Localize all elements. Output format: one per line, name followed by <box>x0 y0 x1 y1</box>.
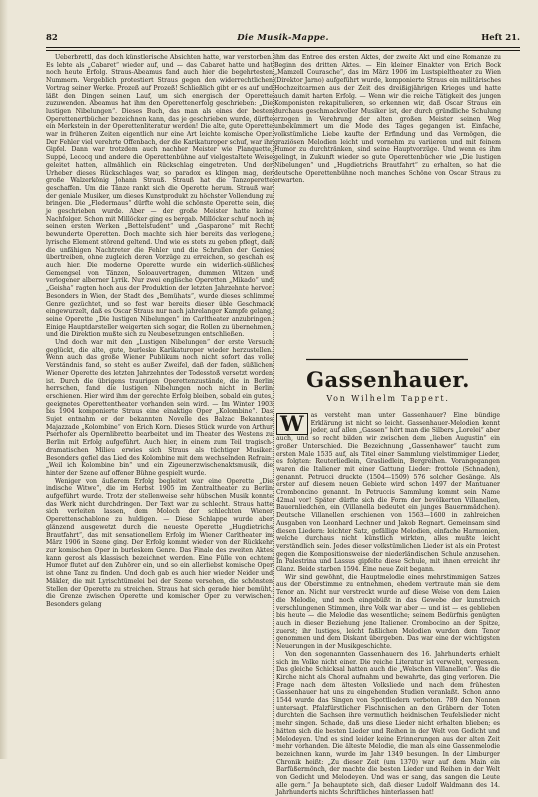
left-paragraph: Weniger von äußerem Erfolg begleitet war eine Operette „Die indische Witwe“, die im Herbst 1905 im Zentraltheater zu Berlin aufgeführt wurde. Trotz der stellenweise sehr hübschen Musik konnte das Werk nicht durchdringen. Der Text war zu schlecht. Straus hatte sich verleiten lassen, dem Moloch der schlechten Wiener Operettenschablone zu huldigen. — Diese Schlappe wurde aber glänzend ausgewetzt durch die neueste Operette „Hugdietrichs Brautfahrt“, das mit sensationellem Erfolg im Wiener Carltheater im März 1906 in Szene ging. Der Erfolg kommt wieder von der Rückkehr zur komischen Oper in burleskem Genre. Das Finale des zweiten Aktes kann gerost als klassisch bezeichnet werden. Eine Fülle von echtem Humor flutet auf den Zuhörer ein, und so ein allerliebst komische Oper ist ohne Tanz zu finden. Und doch gab es auch hier wieder Neider und Mäkler, die mit Lyrischtümelei bei der Szene versehen, die schönsten Stellen der Operette zu streichen. Straus hat sich gerade hier bemüht, die Grenze zwischen Operette und komischer Oper zu verwischen. Besonders gelang <box>46 477 273 608</box>
left-paragraph: Ueberbrettl, das doch künstlerische Absichten hatte, war verstorben. Es lebte als „Cabaret“ wieder auf, und — das Cabaret hatte und hat noch heute Erfolg. Straus-Abeamus fand auch hier die begehrtesten Nummern. Vergeblich protestiert Straus gegen den widerrechtlichen Vortrag seiner Werke. Prozeß auf Prozeß! Schließlich gibt er es auf und läßt den Dingen seinen Lauf, um sich energisch der Operette zuzuwenden. Abeamus hat ihm den Operettenerfolg geschrieben: „Die lustigen Nibelungen“. Dieses Buch, das man als eines der besten Operettenertbücher bezeichnen kann, das je geschrieben wurde, dürfte ein Merkstein in der Operettenliteratur werden! Die alte, gute Operette war in früheren Zeiten eigentlich nur eine Art leichte komische Oper. Der Fehler viel verehrte Offenbach, der die Karikaturoper schuf, war ihr Gipfel. Dann war trotzdem auch nachher Meister wie Planquette, Suppé, Lecocq und andere die Operettenbühne auf vielgestaltete Weise geleitet hatten, allmählich ein Rückschlag eingetreten. Und der Urheber dieses Rückschlages war, so paradox es klingen mag, der große Walzerkönig Johann Strauß. Strauß hat die Tanzoperette geschaffen. Um die Tänze rankt sich die Operette herum. Strauß war der geniale Musiker, um dieses Kunstprodukt zu höchster Vollendung zu bringen. Die „Fledermaus“ dürfte wohl die schönste Operette sein, die je geschrieben wurde. Aber — der große Meister hatte keine Nachfolger. Schon mit Millöcker ging es bergab. Millöcker schuf noch in seinen ersten Werken „Bettelstudent“ und „Gasparone“ mit Recht bewunderte Operetten. Doch machte sich hier bereits das verlogene, lyrische Element störend geltend. Und wie es stets zu geben pflegt, daß die unfähigen Nachtreter die Fehler und die Schrullen der Genies übertreiben, ohne zugleich deren Vorzüge zu erreichen, so geschah es auch hier. Die moderne Operette wurde ein widerlich-süßliches Gemengsel von Tänzen, Soloauvertragen, dummen Witzen und verlogener alberner Lyrik. Nur zwei englische Operetten „Mikado“ und „Geisha“ ragten hoch aus der Produktion der letzten Jahrzehnte hervor. Besonders in Wien, der Stadt des „Bemühats“, wurde dieses schlimme Genre gezüchtet, und so fest war bereits dieser üble Geschmack eingewurzelt, daß es Oscar Straus nur nach jahrelanger Kampfe gelang, seine Operette „Die lustigen Nibelungen“ im Carltheater anzubringen. Einige Hauptdarsteller weigerten sich sogar, die Rollen zu übernehmen, und die Direktion mußte sich zu Neubesetzungen entschließen. <box>46 54 273 339</box>
right-column-top <box>274 54 501 354</box>
left-column <box>46 54 273 744</box>
article-paragraph <box>276 412 500 574</box>
article-title: Gassenhauer. <box>306 367 470 392</box>
article-paragraph: Von den sogenannten Gassenhauern des 16. Jahrhunderts erhielt sich im Volke nicht einer. Die reiche Literatur ist verweht, vergessen. Das gleiche Schicksal hatten auch die „Welschen Villanellen“. Was die Kirche nicht als Choral aufnahm und bewahrte, das ging verloren. Die Frage nach dem ältesten Volksliede und nach dem frühesten Gassenhauer hat uns zu eingehenden Studien veranlaßt. Schon anno 1544 wurde das Singen von Spottliedern verboten. 789 den Nonnen untersagt. Pfalzfürstlicher Fischnischen an den Gräbern der Toten durchten die Sachsen ihre vermutlich heidnischen Teufelslieder nicht mehr singen. Schade, daß uns diese Lieder nicht erhalten blieben; es hätten sich die besten Lieder und Reihen in der Welt von Gedicht und Melodeyen. Und es sind leider keine Erinnerungen aus der alten Zeit mehr vorhanden. Die älteste Melodie, die man als eine Gassenmelodie bezeichnen kann, wurde im Jahr 1349 besungen. In der Limburger Chronik heißt: „Zu dieser Zeit (um 1370) war auf dem Main ein Barfüßermönch, der machte die besten Lieder und Reihen in der Welt von Gedicht und Melodeyen. Und was er sang, das sangen die Leute alle gern.“ Ja behauptete sich, daß dieser Ludolf Waldmann des 14. Jahrhunderts nichts Schriftliches hinterlassen hat! <box>276 650 500 797</box>
article-heading <box>276 368 500 403</box>
ornamental-divider <box>306 358 468 361</box>
page-binding-shadow <box>0 0 8 759</box>
magazine-title: Die Musik-Mappe. <box>237 33 329 43</box>
left-paragraph: Und doch war mit den „Lustigen Nibelungen“ der erste Versuch geglückt, die alte, gute, burleske Karikaturoper wieder herzustellen. Wenn auch das große Wiener Publikum noch nicht sofort das volle Verständnis fand, so steht es außer Zweifel, daß der faden, süßlichen Wiener Operette des letzten Jahrzehntes der Todesstoß versetzt worden ist. Durch die übrigens traurigen Operettenzustände, die in Berlin herrschen, fand die lustigen Nibelungen noch nicht in Berlin erschienen. Hier wird ihm der gerechte Erfolg bleiben, sobald ein gutes, geeignetes Operettentheater vorhanden sein wird. — Im Winter 1903 bis 1904 komponierte Straus eine einaktige Oper „Kolombine“. Das Sujet entnahm er der bekannten Novelle des Balzac Bekanntes Majazzade „Kolombine“ von Erich Korn. Dieses Stück wurde von Arthur Pserhofer als Opernlibretto bearbeitet und im Theater des Westens zu Berlin mit Erfolg aufgeführt. Auch hier, in einem zum Teil tragisch-dramatischen Milieu erwies sich Straus als tüchtiger Musiker. Besonders gefiel das Lied des Kolombine mit dem wechselnden Refrain: „Weil ich Kolombine bin“ und ein Zigeunerzwischenaktsmusik, die hinter der Szene auf offener Bühne gespielt wurde. <box>46 339 273 477</box>
header-rule <box>46 47 520 51</box>
article-byline: Von Wilhelm Tappert. <box>326 394 450 403</box>
issue-number: Heft 21. <box>481 33 520 43</box>
running-header <box>46 33 520 45</box>
article-paragraph-text: as versteht man unter Gassenhauer? Eine bündige Erklärung ist nicht so leicht. Gassenhauer-Melodien kennt jeder, auf allen „Gassen“ hört man die Silbers „Lorelei“ aber auch, und so recht bilden wir zwischen dem „lieben Augustin“ ein großer Unterschied. Die Bezeichnung „Gassenhawer“ taucht zum ersten Male 1535 auf, als Titel einer Sammlung vielstimmiger Lieder, es folgten: Reuterliedlein, Grasliedlein, Bergreihen. Vorangegangen waren die Italiener mit einer Gattung Lieder: frottole (Schnaden), genannt. Petrucci druckte (1504—1509) 576 solcher Gesänge. Als erster auf diesem neuen Gebiete wird schon 1497 der Mantuaner Cromboncino genannt. In Petruccis Sammlung kommt sein Name 42mal vor! Später dürfte sich die Form der bevölkerten Villanellen, Bauernliedchen, ein (Villanella bedeutet ein junges Bauernmädchen). Deutsche Villanellen erschienen von 1563—1600 in zahlreichen Ausgaben von Leonhard Lechner und Jakob Regnart. Gemeinsam sind diesen Liedern: leichter Satz, gefällige Melodien, einfache Harmonien, welche durchaus nicht künstlich wirkten, alles mußte leicht verständlich sein. Jedes dieser volkstümlichen Lieder ist als ein Protest gegen die Kompositionsweise der niederländischen Schule anzusehen. In Palestrina und Lassus gipfelte diese Schule, mit ihnen erreicht ihr Glanz. Beide starben 1594. Eine neue Zeit begann. <box>276 412 500 574</box>
right-paragraph: ihm das Entree des ersten Aktes, der zweite Akt und eine Romanze zu Beginn des dritten Aktes. — Ein kleiner Einakter von Erich Bock „Mamzell Courasche“, das im März 1906 im Lustspieltheater zu Wien (Direktor Jarno) aufgeführt wurde, komponierte Straus ein militärisches Hochzeitcarmen aus der Zeit des dreißigjährigen Krieges und hatte auch damit harten Erfolg. — Wenn wir die reiche Tätigkeit des jungen Komponisten rekapitulieren, so erkennen wir, daß Oscar Straus ein durchaus geschmackvoller Musiker ist, der durch gründliche Schulung erzogen in Verehrung der alten großen Meister seinen Weg unbekümmert um die Mode des Tages gegangen ist. Einfache, volkstümliche Liebe kaufte der Erfindung und das Vermögen, die graziösen Melodien leicht und vornehm zu variieren und mit feinem Humor zu durchtränken, sind seine Hauptvorzüge. Und wenn es ihm gelingt, in Zukunft wieder so gute Operettenbücher wie „Die lustigen Nibelungen“ und „Hugdietrichs Brautfahrt“ zu erhalten, so hat die deutsche Operettenbühne noch manches Schöne von Oscar Straus zu erwarten. <box>274 54 501 185</box>
page-number: 82 <box>46 33 58 43</box>
article-body <box>276 411 500 797</box>
drop-cap: W <box>276 413 308 435</box>
article-paragraph: Wir sind gewöhnt, die Hauptmelodie eines mehrstimmigen Satzes aus der Oberstimme zu entnehmen, ehedem vertraute man sie dem Tenor an. Nicht nur verstreckt wurde auf diese Weise von dem Laien die Melodie, und noch eingebüßt in das Gewebe der kunstreich verschlungenen Stimmen, ihre Volk war aber — und ist — es geblieben bis heute — die Melodie das wesentliche; seinem Bedürfnis genügten auch in dieser Beziehung jene Italiener. Crombocino an der Spitze, zuerst; ihr lustiges, leicht faßlichen Melodien wurden dem Tenor genommen und dem Diskant übergeben. Das war eine der wichtigsten Neuerungen in der Musikgeschichte. <box>276 573 500 651</box>
